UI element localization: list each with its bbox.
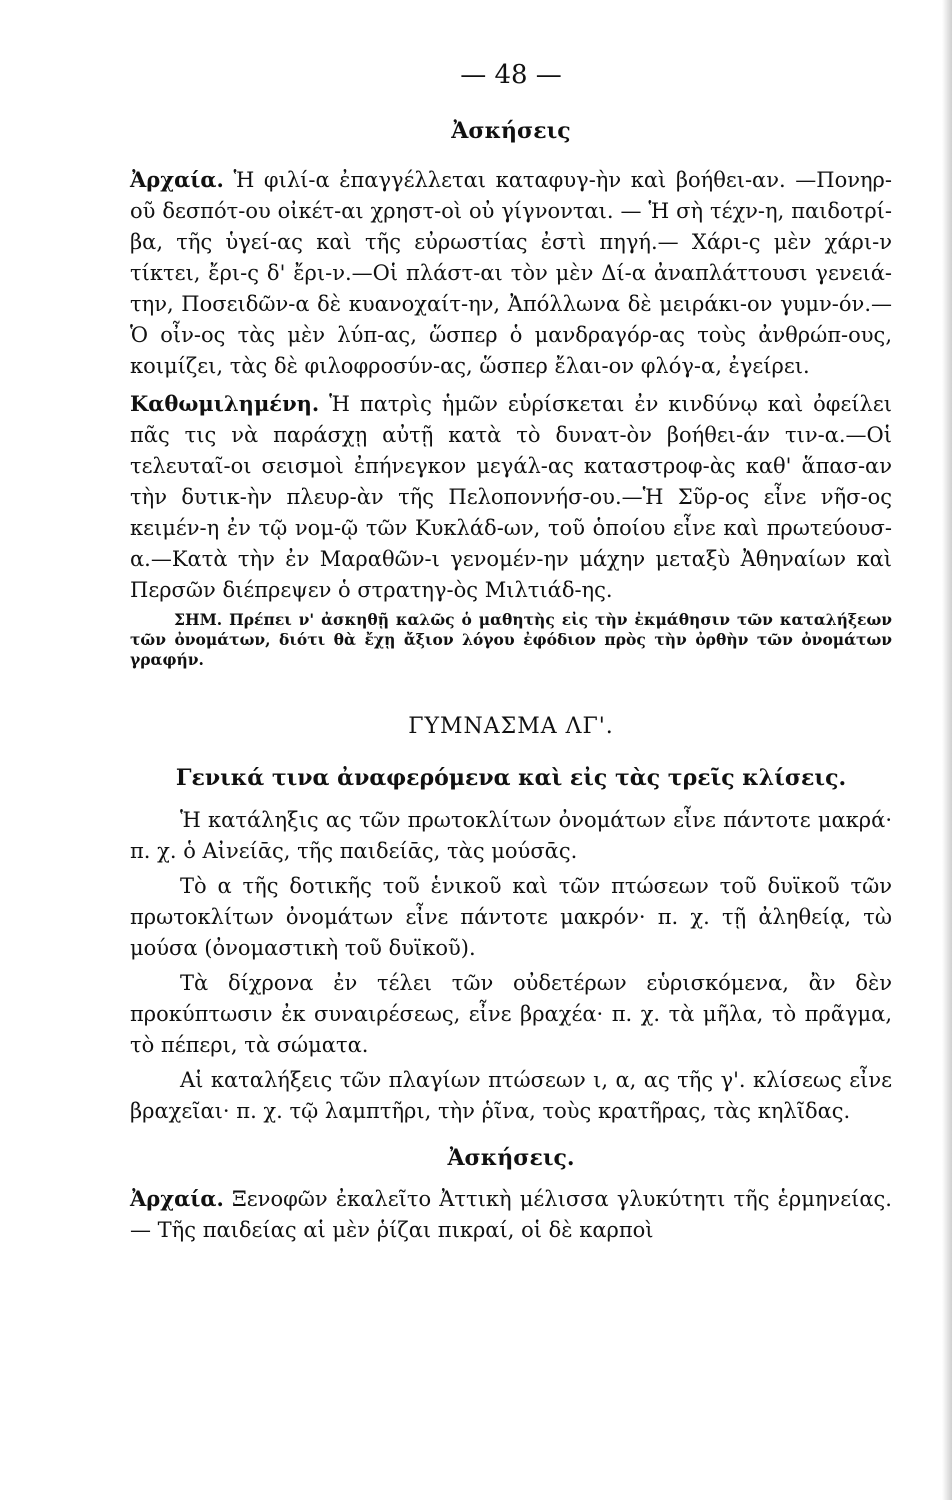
note-paragraph [130, 610, 892, 670]
ancient-text: Ἡ φιλί-α ἐπαγγέλλεται καταφυγ-ὴν καὶ βοήθει-αν. —Πονηρ-οῦ δεσπότ-ου οἰκέτ-αι χρηστ-οὶ οὐ γίγνονται. — Ἡ σὴ τέχν-η, παιδοτρί-βα, τῆς ὑγεί-ας καὶ τῆς εὐρωστίας ἐστὶ πηγή.— Χάρι-ς μὲν χάρι-ν τίκτει, ἔρι-ς δ' ἔρι-ν.—Οἱ πλάστ-αι τὸν μὲν Δί-α ἀναπλάττουσι γενειά-την, Ποσειδῶν-α δὲ κυανοχαίτ-ην, Ἀπόλλωνα δὲ μειράκι-ον γυμν-όν.—Ὁ οἶν-ος τὰς μὲν λύπ-ας, ὥσπερ ὁ μανδραγόρ-ας τοὺς ἀνθρώπ-ους, κοιμίζει, τὰς δὲ φιλοφροσύν-ας, ὥσπερ ἔλαι-ον φλόγ-α, ἐγείρει. [130, 168, 892, 378]
section-title: ΓΥΜΝΑΣΜΑ ΛΓ'. [408, 714, 614, 739]
modern-text: Ἡ πατρὶς ἡμῶν εὑρίσκεται ἐν κινδύνῳ καὶ ὀφείλει πᾶς τις νὰ παράσχῃ αὐτῇ κατὰ τὸ δυνατ-ὸν βοήθει-άν τιν-α.—Οἱ τελευταῖ-οι σεισμοὶ ἐπήνεγκον μεγάλ-ας καταστροφ-ὰς καθ' ἅπασ-αν τὴν δυτικ-ὴν πλευρ-ὰν τῆς Πελοποννήσ-ου.—Ἡ Σῦρ-ος εἶνε νῆσ-ος κειμέν-η ἐν τῷ νομ-ῷ τῶν Κυκλάδ-ων, τοῦ ὁποίου εἶνε καὶ πρωτεύουσ-α.—Κατὰ τὴν ἐν Μαραθῶν-ι γενομέν-ην μάχην μεταξὺ Ἀθηναίων καὶ Περσῶν διέπρεψεν ὁ στρατηγ-ὸς Μιλτιάδ-ης. [130, 392, 892, 602]
ancient-text-2: Ξενοφῶν ἐκαλεῖτο Ἀττικὴ μέλισσα γλυκύτητι τῆς ἑρμηνείας. — Τῆς παιδείας αἱ μὲν ῥίζαι πικραί, οἱ δὲ καρποὶ [130, 1187, 892, 1242]
rule-paragraph: Τὸ α τῆς δοτικῆς τοῦ ἑνικοῦ καὶ τῶν πτώσεων τοῦ δυϊκοῦ τῶν πρωτοκλίτων ὀνομάτων εἶνε πάντοτε μακρόν· π. χ. τῇ ἀληθείᾳ, τὼ μούσα (ὀνομαστικὴ τοῦ δυϊκοῦ). [130, 874, 892, 960]
rule-paragraph: Ἡ κατάληξις ας τῶν πρωτοκλίτων ὀνομάτων εἶνε πάντοτε μακρά· π. χ. ὁ Αἰνείᾱς, τῆς παιδείᾱς, τὰς μούσᾱς. [130, 808, 892, 863]
ancient-exercise-paragraph [130, 164, 892, 382]
ancient-label: Ἀρχαία. [130, 167, 224, 192]
ancient-label-2: Ἀρχαία. [130, 1186, 224, 1211]
ancient-exercise-paragraph-2 [130, 1183, 892, 1246]
exercises-heading: Ἀσκήσεις [451, 118, 571, 144]
rule-paragraph: Αἱ καταλήξεις τῶν πλαγίων πτώσεων ι, α, ας τῆς γ'. κλίσεως εἶνε βραχεῖαι· π. χ. τῷ λαμπτῆρι, τὴν ῥῖνα, τοὺς κρατῆρας, τὰς κηλῖδας. [130, 1068, 892, 1123]
exercises-heading-2: Ἀσκήσεις. [447, 1145, 575, 1171]
section-subtitle: Γενικά τινα ἀναφερόμενα καὶ εἰς τὰς τρεῖς κλίσεις. [175, 765, 847, 791]
page-edge-shadow [942, 0, 952, 1500]
page-number: — 48 — [460, 60, 562, 90]
modern-exercise-paragraph [130, 388, 892, 606]
modern-label: Καθωμιλημένη. [130, 391, 320, 416]
rule-paragraph: Τὰ δίχρονα ἐν τέλει τῶν οὐδετέρων εὑρισκόμενα, ἂν δὲν προκύπτωσιν ἐκ συναιρέσεως, εἶνε βραχέα· π. χ. τὰ μῆλα, τὸ πρᾶγμα, τὸ πέπερι, τὰ σώματα. [130, 971, 892, 1057]
note-text: ΣΗΜ. Πρέπει ν' ἀσκηθῇ καλῶς ὁ μαθητὴς εἰς τὴν ἐκμάθησιν τῶν καταλήξεων τῶν ὀνομάτων, διότι θὰ ἔχῃ ἄξιον λόγου ἐφόδιον πρὸς τὴν ὀρθὴν τῶν ὀνομάτων γραφήν. [130, 610, 892, 669]
